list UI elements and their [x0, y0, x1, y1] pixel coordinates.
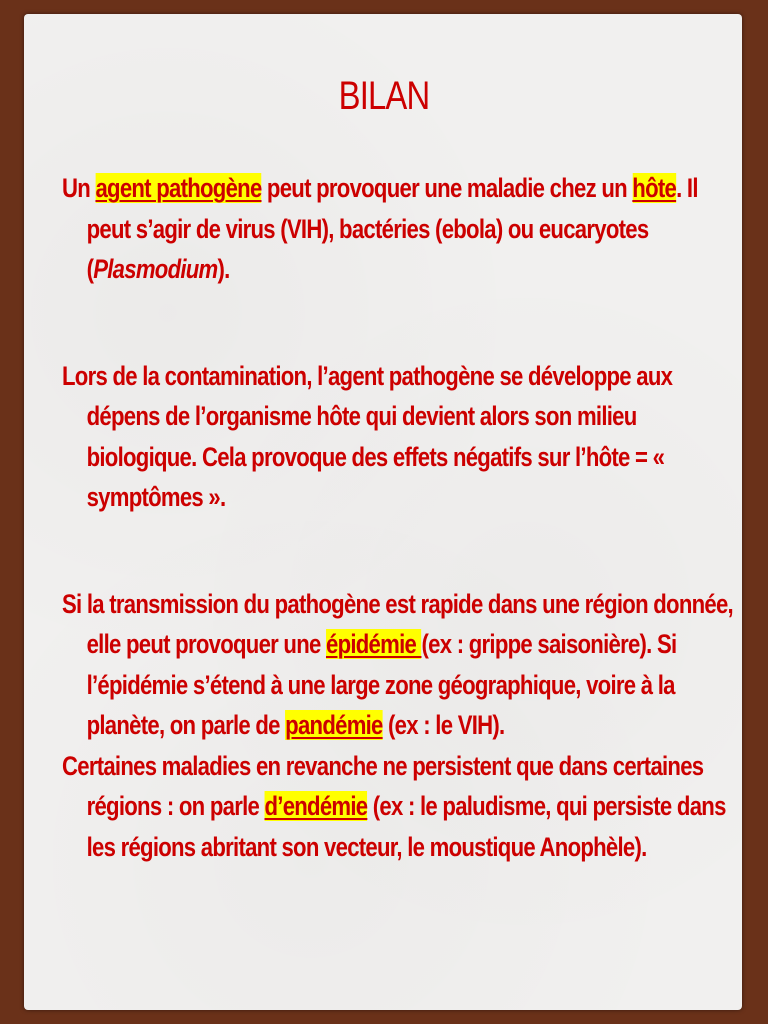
highlight-epidemie: épidémie	[326, 629, 422, 659]
italic-plasmodium: Plasmodium	[93, 254, 218, 284]
paragraph-contamination: Lors de la contamination, l’agent pathogène se développe aux dépens de l’organisme hôte qui devient alors son milieu biologique. Cela provoque des effets négatifs sur l’hôte = « symptômes ».	[62, 360, 673, 512]
text: Un	[62, 173, 96, 203]
paragraph-epidemie	[62, 584, 743, 746]
highlight-hote: hôte	[632, 173, 677, 203]
slide-body	[62, 168, 743, 867]
text: (ex : le VIH).	[382, 710, 505, 740]
slide-title: BILAN	[338, 74, 430, 118]
highlight-endemie: d’endémie	[264, 791, 368, 821]
paragraph-endemie	[62, 746, 743, 868]
spacer	[62, 518, 743, 584]
spacer	[62, 290, 743, 356]
text: peut provoquer une maladie chez un	[261, 173, 633, 203]
highlight-agent-pathogene: agent pathogène	[95, 173, 262, 203]
text: Si la transmission du pathogène est rapide dans une région donnée, elle peut provoquer une	[62, 588, 733, 659]
paragraph-agent-pathogene	[62, 168, 743, 290]
text: . Il peut s’agir de virus (VIH), bactéries (ebola) ou eucaryotes (	[86, 173, 698, 284]
text: ).	[217, 254, 230, 284]
text: (ex : le paludisme, qui persiste dans les régions abritant son vecteur, le moustique Anophèle).	[86, 791, 726, 862]
text: Certaines maladies en revanche ne persistent que dans certaines régions : on parle	[62, 750, 704, 821]
highlight-pandemie: pandémie	[285, 710, 383, 740]
text: (ex : grippe saisonière). Si l’épidémie s’étend à une large zone géographique, voire à la planète, on parle de	[86, 629, 677, 740]
